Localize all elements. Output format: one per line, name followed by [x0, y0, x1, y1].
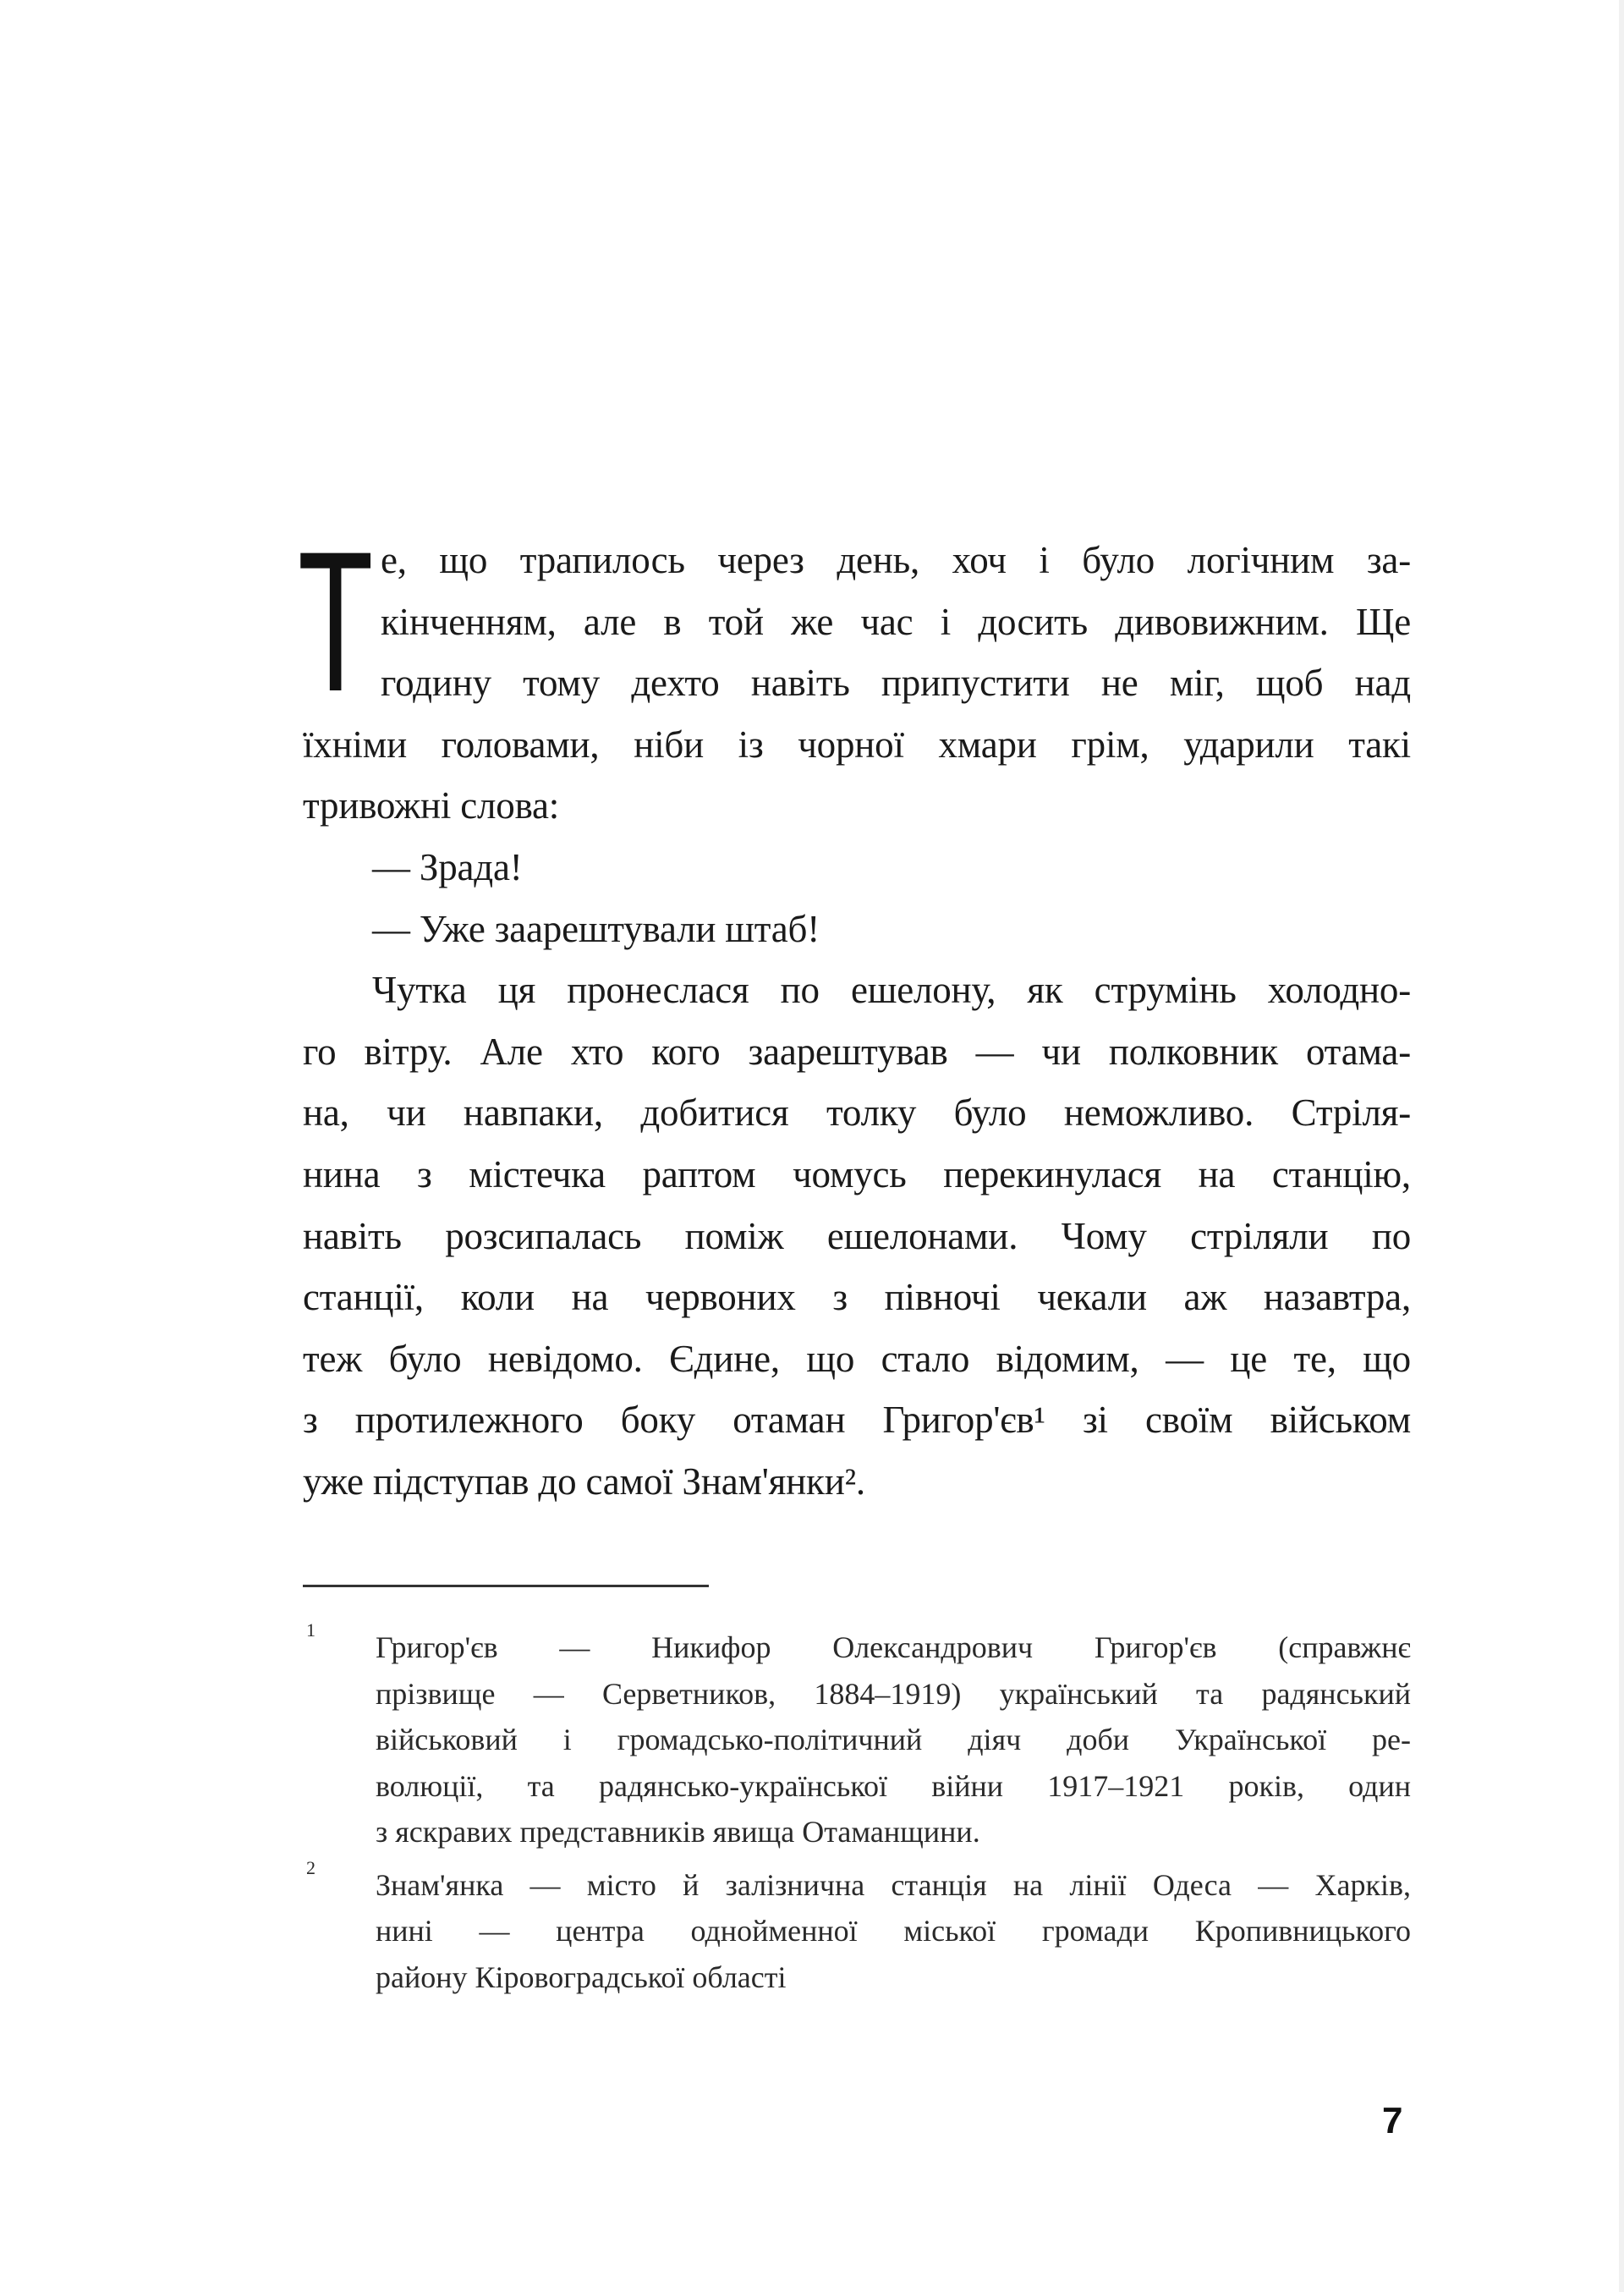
footnotes: [303, 1619, 1411, 2007]
text-line: [303, 1206, 1411, 1267]
text-line: [303, 591, 1411, 653]
text-line: [303, 1144, 1411, 1206]
text-line-content: на, чи навпаки, добитися толку було неможливо. Стріля-: [303, 1091, 1411, 1135]
text-line-content: їхніми головами, ніби із чорної хмари грім, ударили такі: [303, 723, 1411, 766]
page-edge: [1619, 0, 1624, 2292]
text-line-content: е, що трапилось через день, хоч і було логічним за-: [381, 539, 1411, 581]
main-text: [298, 510, 1411, 1513]
footnote-line-content: волюції, та радянсько-української війни 1917–1921 років, один: [376, 1768, 1411, 1803]
text-line-content: кінченням, але в той же час і досить дивовижним. Ще: [381, 600, 1411, 643]
footnote-line: [376, 1763, 1411, 1810]
text-line-content: уже підступав до самої Знам'янки².: [303, 1459, 865, 1503]
text-line-content: го вітру. Але хто кого заарештував — чи полковник отама-: [303, 1030, 1411, 1073]
text-line-content: теж було невідомо. Єдине, що стало відомим, — це те, що: [303, 1337, 1411, 1380]
footnote-line: [376, 1624, 1411, 1671]
footnote: [303, 1619, 1411, 1855]
footnote-line: [376, 1717, 1411, 1763]
footnote-line-content: військовий і громадсько-політичний діяч доби Української ре-: [376, 1723, 1411, 1756]
text-line-content: станції, коли на червоних з півночі чекали аж назавтра,: [303, 1276, 1411, 1319]
footnote-line-content: прізвище — Серветников, 1884–1919) український та радянський: [376, 1676, 1411, 1711]
footnote-number: 2: [306, 1856, 315, 1878]
footnote-line-content: Григор'єв — Никифор Олександрович Григор'єв (справжнє: [376, 1630, 1411, 1664]
footnote-line-content: нині — центра однойменної міської громади Кропивницького: [376, 1914, 1411, 1948]
page-number: 7: [1382, 2100, 1403, 2141]
drop-cap: Т: [298, 510, 374, 734]
footnote-line: [376, 1671, 1411, 1718]
text-line-content: — Уже заарештували штаб!: [372, 907, 820, 950]
text-line-content: з протилежного боку отаман Григор'єв¹ зі своїм військом: [303, 1399, 1411, 1442]
text-line: [303, 1267, 1411, 1328]
text-line: [303, 714, 1411, 776]
text-line: [303, 1389, 1411, 1451]
text-line: [303, 1328, 1411, 1390]
text-line-content: тривожні слова:: [303, 784, 560, 827]
text-line-content: навіть розсипалась поміж ешелонами. Чому стріляли по: [303, 1214, 1411, 1257]
footnote-separator: [303, 1585, 709, 1587]
text-line: [303, 775, 1411, 837]
text-line: [303, 837, 1411, 899]
text-line: [303, 1021, 1411, 1083]
footnote-line-content: з яскравих представників явища Отаманщини.: [376, 1815, 980, 1849]
text-line-content: нина з містечка раптом чомусь перекинулася на станцію,: [303, 1152, 1411, 1195]
footnote-line-content: Знам'янка — місто й залізнична станція на лінії Одеса — Харків,: [376, 1867, 1411, 1902]
text-line: [303, 652, 1411, 714]
footnote-line: [376, 1908, 1411, 1954]
footnote: [303, 1856, 1411, 2001]
text-line: [303, 899, 1411, 960]
text-line: [303, 530, 1411, 591]
footnote-number: 1: [306, 1619, 315, 1641]
text-line: [303, 959, 1411, 1021]
text-line-content: годину тому дехто навіть припустити не міг, щоб над: [381, 662, 1411, 705]
footnote-line-content: району Кіровоградської області: [376, 1959, 787, 1994]
footnote-line: [376, 1862, 1411, 1909]
text-line-content: — Зрада!: [372, 845, 523, 888]
text-line-content: Чутка ця пронеслася по ешелону, як струмінь холодно-: [372, 969, 1411, 1012]
text-line: [303, 1451, 1411, 1513]
footnote-line: [376, 1954, 1411, 2001]
footnote-line: [376, 1809, 1411, 1855]
text-line: [303, 1082, 1411, 1144]
